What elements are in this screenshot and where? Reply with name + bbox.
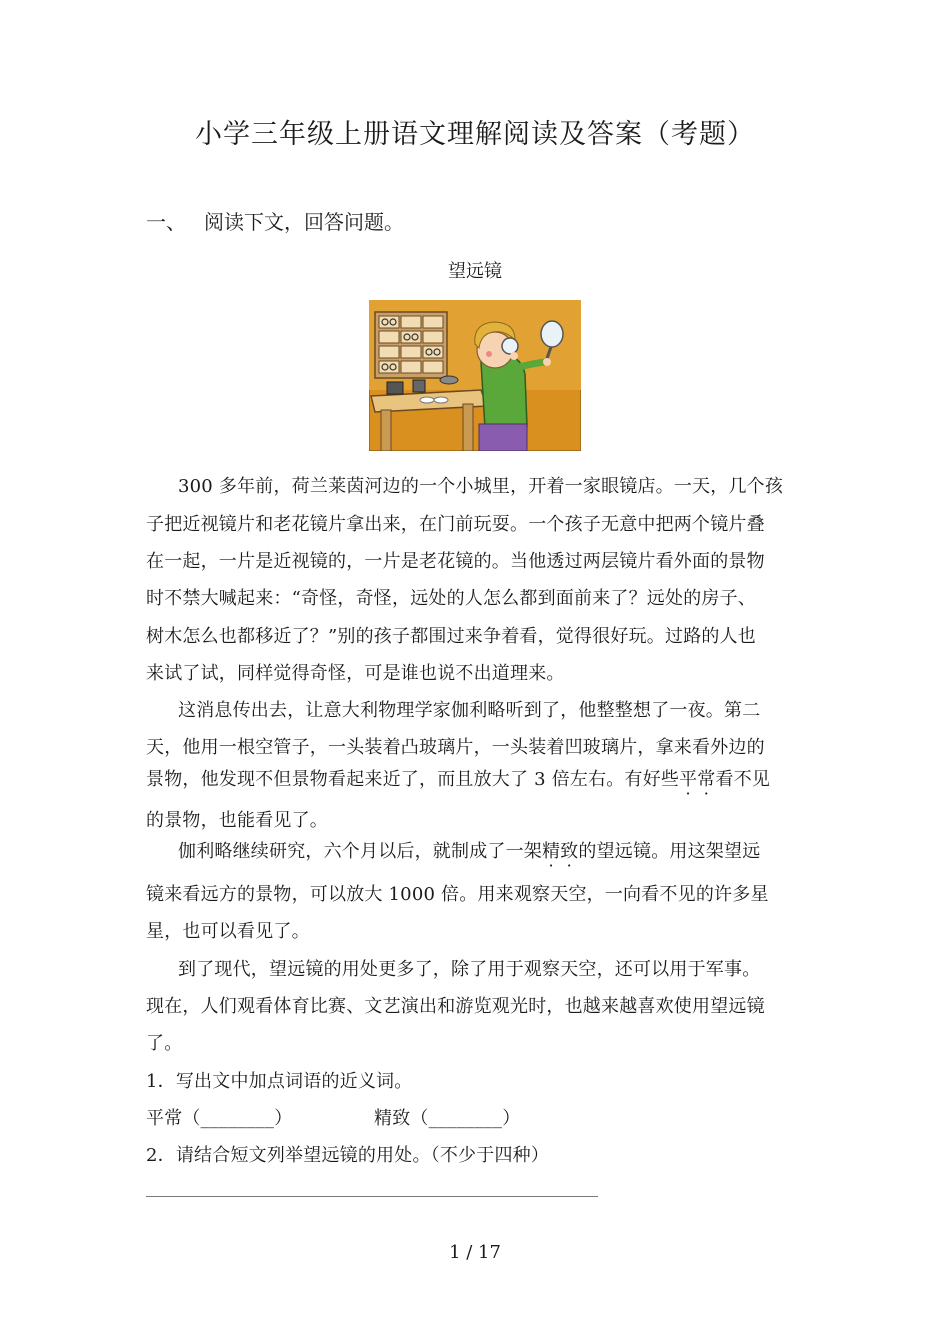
section-label: 阅读下文，回答问题。 (204, 210, 404, 234)
question-2: 2．请结合短文列举望远镜的用处。（不少于四种） (146, 1145, 550, 1166)
answer-line[interactable] (146, 1196, 598, 1197)
answer-blank[interactable]: ________ (200, 1108, 275, 1129)
passage-line: 到了现代，望远镜的用处更多了，除了用于观察天空，还可以用于军事。 (178, 959, 761, 980)
question-1-blank-2: 精致（________） (374, 1108, 521, 1129)
passage-line: 景物，他发现不但景物看起来近了，而且放大了 3 倍左右。有好些平常看不见 (146, 769, 771, 790)
passage-line: 镜来看远方的景物，可以放大 1000 倍。用来观察天空，一向看不见的许多星 (146, 884, 769, 905)
section-number: 一、 (146, 210, 186, 234)
boy-with-lenses-illustration (369, 300, 581, 451)
answer-blank[interactable]: ________ (428, 1108, 503, 1129)
section-heading (146, 206, 404, 235)
dotted-word-char: 精 (542, 841, 561, 862)
passage-line: 这消息传出去，让意大利物理学家伽利略听到了，他整整想了一夜。第二 (178, 700, 761, 721)
passage-line: 时不禁大喊起来：“奇怪，奇怪，远处的人怎么都到面前来了？远处的房子、 (146, 588, 756, 609)
dotted-word-char: 常 (697, 769, 716, 790)
page-number: 1 / 17 (449, 1242, 501, 1263)
passage-line: 的景物，也能看见了。 (146, 810, 328, 831)
passage-line: 300 多年前，荷兰莱茵河边的一个小城里，开着一家眼镜店。一天，几个孩 (178, 476, 784, 497)
dotted-word-char: 平 (679, 769, 698, 790)
passage-line: 伽利略继续研究，六个月以后，就制成了一架精致的望远镜。用这架望远 (178, 841, 761, 862)
passage-line: 来试了试，同样觉得奇怪，可是谁也说不出道理来。 (146, 663, 565, 684)
story-title: 望远镜 (448, 261, 502, 282)
passage-line: 天，他用一根空管子，一头装着凸玻璃片，一头装着凹玻璃片，拿来看外边的 (146, 737, 765, 758)
question-1-blank-1: 平常（________） (146, 1108, 293, 1129)
dotted-word-char: 致 (560, 841, 579, 862)
passage-line: 子把近视镜片和老花镜片拿出来，在门前玩耍。一个孩子无意中把两个镜片叠 (146, 514, 765, 535)
passage-line: 树木怎么也都移近了？”别的孩子都围过来争着看，觉得很好玩。过路的人也 (146, 626, 756, 647)
passage-line: 了。 (146, 1033, 183, 1054)
document-title: 小学三年级上册语文理解阅读及答案（考题） (195, 119, 755, 150)
passage-line: 星，也可以看见了。 (146, 921, 310, 942)
passage-line: 在一起，一片是近视镜的，一片是老花镜的。当他透过两层镜片看外面的景物 (146, 551, 765, 572)
passage-line: 现在，人们观看体育比赛、文艺演出和游览观光时，也越来越喜欢使用望远镜 (146, 996, 765, 1017)
question-1: 1．写出文中加点词语的近义词。 (146, 1071, 413, 1092)
